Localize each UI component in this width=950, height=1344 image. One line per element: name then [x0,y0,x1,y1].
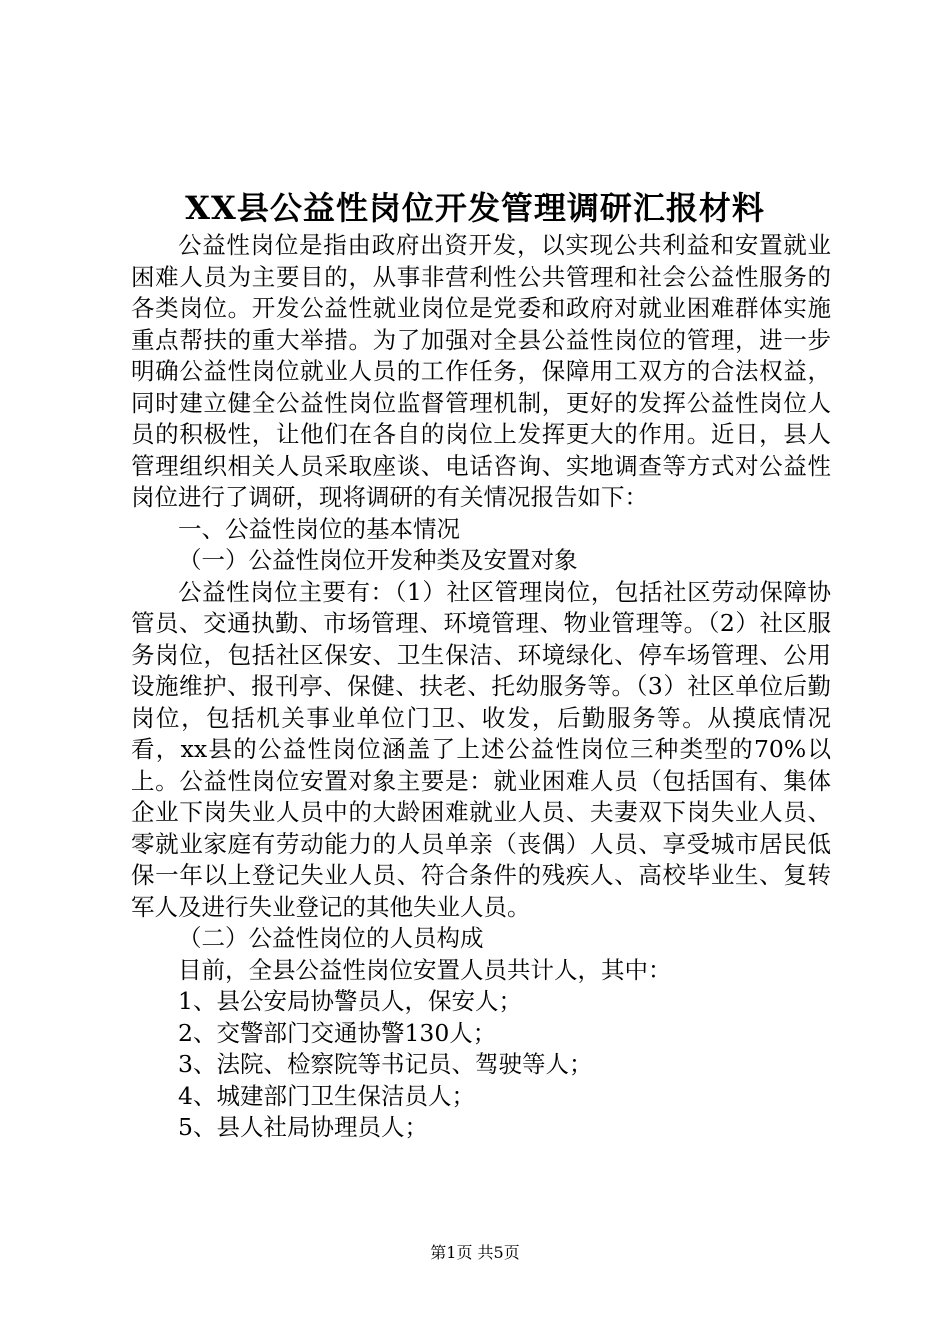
subsection-heading-types: （一）公益性岗位开发种类及安置对象 [178,546,578,574]
composition-intro: 目前，全县公益性岗位安置人员共计人，其中： [178,955,672,984]
list-item: 5、县人社局协理员人； [178,1113,428,1141]
list-item: 4、城建部门卫生保洁员人； [178,1081,475,1110]
page-footer: 第1页 共5页 [430,1243,520,1262]
section-heading-basic-situation: 一、公益性岗位的基本情况 [178,514,460,543]
types-paragraph: 公益性岗位主要有：（1）社区管理岗位，包括社区劳动保障协管员、交通执勤、市场管理、环境管理、物业管理等。（2）社区服务岗位，包括社区保安、卫生保洁、环境绿化、停车场管理、公用设施维护、报刊亭、保健、扶老、托幼服务等。（3）社区单位后勤岗位，包括机关事业单位门卫、收发，后勤服务等。从摸底情况看，xx县的公益性岗位涵盖了上述公益性岗位三种类型的70%以上。公益性岗位安置对象主要是：就业困难人员（包括国有、集体企业下岗失业人员中的大龄困难就业人员、夫妻双下岗失业人员、零就业家庭有劳动能力的人员单亲（丧偶）人员、享受城市居民低保一年以上登记失业人员、符合条件的残疾人、高校毕业生、复转军人及进行失业登记的其他失业人员。 [131,577,831,921]
subsection-heading-composition: （二）公益性岗位的人员构成 [178,924,484,952]
list-item: 2、交警部门交通协警130人； [178,1018,497,1047]
document-title: XX县公益性岗位开发管理调研汇报材料 [185,189,765,227]
intro-paragraph: 公益性岗位是指由政府出资开发，以实现公共利益和安置就业困难人员为主要目的，从事非营利性公共管理和社会公益性服务的各类岗位。开发公益性就业岗位是党委和政府对就业困难群体实施重点帮扶的重大举措。为了加强对全县公益性岗位的管理，进一步明确公益性岗位就业人员的工作任务，保障用工双方的合法权益，同时建立健全公益性岗位监督管理机制，更好的发挥公益性岗位人员的积极性，让他们在各自的岗位上发挥更大的作用。近日，县人管理组织相关人员采取座谈、电话咨询、实地调查等方式对公益性岗位进行了调研，现将调研的有关情况报告如下： [131,231,831,511]
list-item: 1、县公安局协警员人，保安人； [178,987,522,1015]
document-body [131,230,831,1144]
list-item: 3、法院、检察院等书记员、驾驶等人； [178,1050,593,1078]
